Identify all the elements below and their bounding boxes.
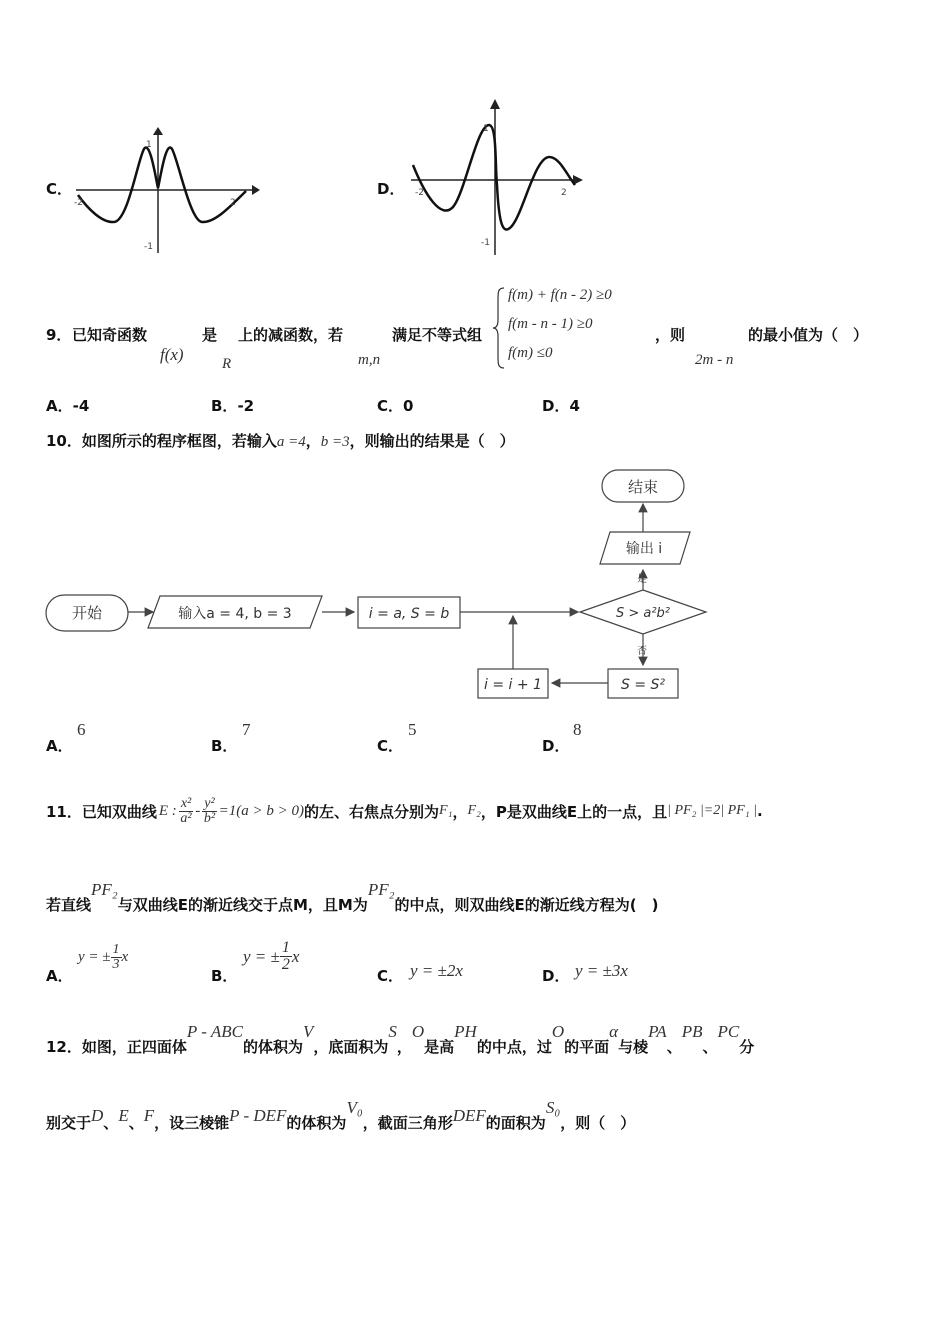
q10-option-d-value: 8 xyxy=(573,720,582,739)
q10-option-b-value: 7 xyxy=(242,720,251,739)
q9-ineq-1: f(m) + f(n - 2) ≥0 xyxy=(508,287,612,303)
flow-start-text: 开始 xyxy=(71,604,103,622)
q12-line-1: 12． 如图，正四面体 P - ABC 的体积为 V ，底面积为 S ， O 是高 PH 的中点，过 O 的平面 α 与棱 PA 、 PB 、 PC 分 xyxy=(46,1022,755,1056)
q10-question: 10．如图所示的程序框图，若输入a =4，b =3，则输出的结果是（ ） xyxy=(46,432,515,450)
q11-option-d-label: D． xyxy=(542,967,570,985)
q9-brace xyxy=(492,286,506,370)
flow-init-text: i = a, S = b xyxy=(368,606,450,622)
q9-option-c: C．0 xyxy=(377,397,414,415)
flow-input-text: 输入a = 4, b = 3 xyxy=(178,606,292,622)
flow-no-label: 否 xyxy=(637,646,647,657)
q10-option-b-label: B． xyxy=(211,737,238,755)
q9-option-b: B．-2 xyxy=(211,397,255,415)
flow-yes-label: 是 xyxy=(637,574,647,585)
q9-text-1: 已知奇函数 xyxy=(72,326,148,344)
option-d-graph xyxy=(405,95,590,260)
q9-mn: m,n xyxy=(358,352,381,368)
q11-option-b-label: B． xyxy=(211,967,238,985)
q9-text-6: 的最小值为（ ） xyxy=(748,326,869,344)
q9-number: 9． xyxy=(46,326,72,344)
d-xtick-right: 2 xyxy=(561,188,567,198)
q11-frac-y: $\frac{\text{y²}}{\text{b²}}$ xyxy=(203,795,216,826)
q11-option-c-label: C． xyxy=(377,967,404,985)
q10-option-c-value: 5 xyxy=(408,720,417,739)
q9-text-3: 上的减函数，若 xyxy=(238,326,344,344)
q10-option-a-label: A． xyxy=(46,737,73,755)
q11-option-b-value: y = ± $\frac{1}{2}$ x xyxy=(243,939,300,973)
q11-option-a-value: y = ± $\frac{1}{3}$ x xyxy=(78,942,129,972)
c-xtick-left: -2 xyxy=(74,198,83,208)
q9-option-d: D．4 xyxy=(542,397,580,415)
q9-text-4: 满足不等式组 xyxy=(392,326,483,344)
q9-ineq-2: f(m - n - 1) ≥0 xyxy=(508,316,593,332)
option-c-label: C． xyxy=(46,180,73,198)
q11-line-2: 若直线 PF₂ 与双曲线E的渐近线交于点M，且M为 PF₂ 的中点，则双曲线E的渐近线方程为( ) xyxy=(46,880,659,914)
c-xtick-right: 2 xyxy=(230,198,236,208)
flow-cond-text: S > a²b² xyxy=(615,606,671,621)
flow-output-text: 输出 i xyxy=(625,541,663,557)
q10-option-d-label: D． xyxy=(542,737,570,755)
flow-square-text: S = S² xyxy=(620,677,666,693)
q11-option-a-label: A． xyxy=(46,967,73,985)
q9-fx: f(x) xyxy=(160,345,184,364)
q9-ineq-3: f(m) ≤0 xyxy=(508,345,553,361)
q12-line-2: 别交于 D 、 E 、 F ，设三棱锥 P - DEF 的体积为 V₀ ，截面三角形 DEF 的面积为 S₀ ，则（ ） xyxy=(46,1098,636,1132)
q9-expr: 2m - n xyxy=(695,352,734,368)
flow-end-text: 结束 xyxy=(627,478,659,496)
q10-option-c-label: C． xyxy=(377,737,404,755)
q9-option-a: A．-4 xyxy=(46,397,90,415)
d-ytick-bottom: -1 xyxy=(481,238,490,248)
c-ytick-top: 1 xyxy=(146,140,152,150)
flow-incr-text: i = i + 1 xyxy=(484,677,542,693)
q11-option-d-value: y = ±3x xyxy=(575,961,628,980)
d-xtick-left: -2 xyxy=(415,188,424,198)
q11-line-1: 11． 已知双曲线 E : $\frac{\text{x²}}{\text{a²}}$ - $\frac{\text{y²}}{\text{b²}}$ =1(a > b > 0) 的左、右焦点分别为 F₁ ， F₂ ，P是双曲线E上的一点，且 | PF₂ |=2| PF₁ | . xyxy=(46,795,763,826)
q9-text-5: ，则 xyxy=(655,326,686,344)
q11-frac-x: $\frac{\text{x²}}{\text{a²}}$ xyxy=(180,795,192,826)
option-c-graph xyxy=(70,125,260,260)
q9-R: R xyxy=(222,356,232,372)
c-ytick-bottom: -1 xyxy=(144,242,153,252)
d-ytick-top: 1 xyxy=(483,124,489,134)
q9-text-2: 是 xyxy=(202,326,218,344)
q11-option-c-value: y = ±2x xyxy=(410,961,463,980)
option-d-label: D． xyxy=(377,180,405,198)
q10-flowchart xyxy=(40,460,720,705)
q10-option-a-value: 6 xyxy=(77,720,86,739)
